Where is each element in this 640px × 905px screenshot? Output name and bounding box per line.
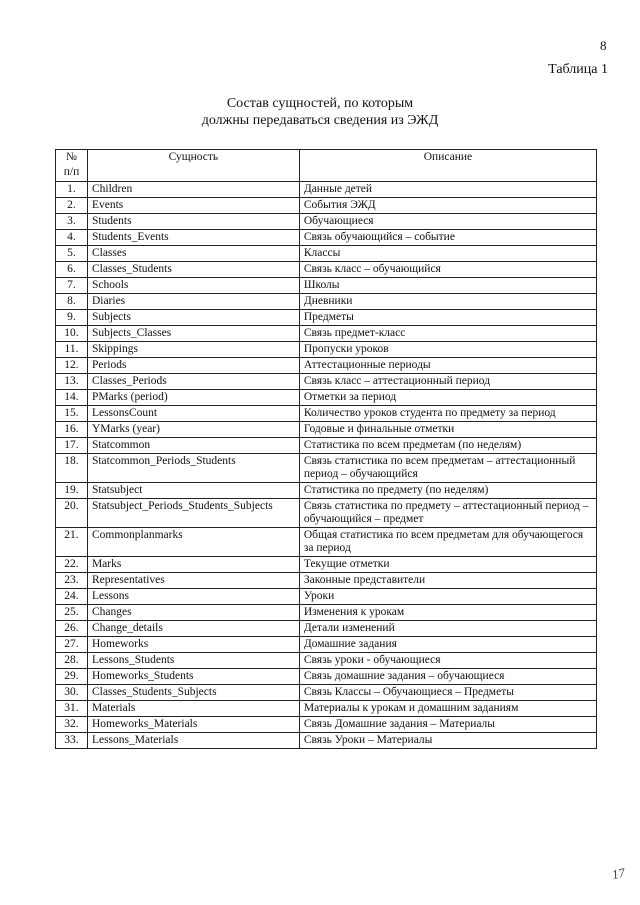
- row-entity: Homeworks_Students: [87, 669, 299, 685]
- row-description: Общая статистика по всем предметам для обучающегося за период: [299, 528, 596, 557]
- table-row: [56, 342, 597, 358]
- table-row: [56, 685, 597, 701]
- row-entity: Change_details: [87, 621, 299, 637]
- row-description: Пропуски уроков: [299, 342, 596, 358]
- row-entity: YMarks (year): [87, 422, 299, 438]
- row-description: Аттестационные периоды: [299, 358, 596, 374]
- table-row: [56, 669, 597, 685]
- row-number: 22.: [56, 557, 88, 573]
- row-entity: Students_Events: [87, 230, 299, 246]
- row-number: 12.: [56, 358, 88, 374]
- row-entity: Lessons_Materials: [87, 733, 299, 749]
- row-number: 26.: [56, 621, 88, 637]
- table-row: [56, 198, 597, 214]
- row-entity: PMarks (period): [87, 390, 299, 406]
- row-number: 18.: [56, 454, 88, 483]
- table-row: [56, 358, 597, 374]
- table-row: [56, 438, 597, 454]
- row-description: Изменения к урокам: [299, 605, 596, 621]
- table-row: [56, 390, 597, 406]
- row-number: 30.: [56, 685, 88, 701]
- row-description: Количество уроков студента по предмету за период: [299, 406, 596, 422]
- row-number: 6.: [56, 262, 88, 278]
- row-entity: Marks: [87, 557, 299, 573]
- row-number: 14.: [56, 390, 88, 406]
- row-description: Связь Уроки – Материалы: [299, 733, 596, 749]
- row-number: 10.: [56, 326, 88, 342]
- row-number: 20.: [56, 499, 88, 528]
- row-number: 8.: [56, 294, 88, 310]
- title-line-1: Состав сущностей, по которым: [226, 96, 414, 111]
- row-entity: Statcommon_Periods_Students: [87, 454, 299, 483]
- row-number: 33.: [56, 733, 88, 749]
- table-row: [56, 528, 597, 557]
- row-description: Связь Домашние задания – Материалы: [299, 717, 596, 733]
- table-row: [56, 246, 597, 262]
- row-entity: LessonsCount: [87, 406, 299, 422]
- row-number: 16.: [56, 422, 88, 438]
- row-number: 15.: [56, 406, 88, 422]
- row-entity: Classes: [87, 246, 299, 262]
- row-entity: Skippings: [87, 342, 299, 358]
- row-entity: Representatives: [87, 573, 299, 589]
- row-entity: Schools: [87, 278, 299, 294]
- table-title: [0, 95, 640, 129]
- row-description: События ЭЖД: [299, 198, 596, 214]
- row-description: Домашние задания: [299, 637, 596, 653]
- row-number: 9.: [56, 310, 88, 326]
- row-entity: Classes_Students_Subjects: [87, 685, 299, 701]
- row-entity: Diaries: [87, 294, 299, 310]
- row-entity: Statsubject_Periods_Students_Subjects: [87, 499, 299, 528]
- table-row: [56, 182, 597, 198]
- table-row: [56, 557, 597, 573]
- row-number: 28.: [56, 653, 88, 669]
- row-description: Законные представители: [299, 573, 596, 589]
- table-row: [56, 499, 597, 528]
- row-description: Детали изменений: [299, 621, 596, 637]
- row-description: Уроки: [299, 589, 596, 605]
- row-description: Классы: [299, 246, 596, 262]
- row-number: 17.: [56, 438, 88, 454]
- table-header-row: [56, 150, 597, 182]
- row-description: Текущие отметки: [299, 557, 596, 573]
- row-description: Связь домашние задания – обучающиеся: [299, 669, 596, 685]
- row-description: Связь статистика по предмету – аттестационный период – обучающийся – предмет: [299, 499, 596, 528]
- table-label: Таблица 1: [548, 62, 608, 77]
- title-line-2: должны передаваться сведения из ЭЖД: [201, 113, 439, 128]
- row-number: 31.: [56, 701, 88, 717]
- row-number: 2.: [56, 198, 88, 214]
- row-entity: Students: [87, 214, 299, 230]
- table-row: [56, 310, 597, 326]
- table-row: [56, 214, 597, 230]
- table-row: [56, 326, 597, 342]
- row-entity: Statcommon: [87, 438, 299, 454]
- row-entity: Subjects_Classes: [87, 326, 299, 342]
- row-description: Дневники: [299, 294, 596, 310]
- row-description: Связь статистика по всем предметам – аттестационный период – обучающийся: [299, 454, 596, 483]
- row-entity: Periods: [87, 358, 299, 374]
- row-entity: Homeworks: [87, 637, 299, 653]
- row-number: 27.: [56, 637, 88, 653]
- row-entity: Subjects: [87, 310, 299, 326]
- table-row: [56, 605, 597, 621]
- row-entity: Changes: [87, 605, 299, 621]
- row-number: 23.: [56, 573, 88, 589]
- row-entity: Commonplanmarks: [87, 528, 299, 557]
- row-entity: Homeworks_Materials: [87, 717, 299, 733]
- row-description: Связь класс – обучающийся: [299, 262, 596, 278]
- table-body: [56, 182, 597, 749]
- table-row: [56, 278, 597, 294]
- row-description: Отметки за период: [299, 390, 596, 406]
- table-row: [56, 653, 597, 669]
- row-description: Связь Классы – Обучающиеся – Предметы: [299, 685, 596, 701]
- row-description: Материалы к урокам и домашним заданиям: [299, 701, 596, 717]
- table-row: [56, 294, 597, 310]
- row-number: 4.: [56, 230, 88, 246]
- row-entity: Classes_Periods: [87, 374, 299, 390]
- row-description: Связь обучающийся – событие: [299, 230, 596, 246]
- row-number: 5.: [56, 246, 88, 262]
- row-number: 11.: [56, 342, 88, 358]
- row-entity: Classes_Students: [87, 262, 299, 278]
- row-entity: Lessons: [87, 589, 299, 605]
- table-row: [56, 422, 597, 438]
- row-description: Обучающиеся: [299, 214, 596, 230]
- row-description: Связь уроки - обучающиеся: [299, 653, 596, 669]
- row-description: Связь класс – аттестационный период: [299, 374, 596, 390]
- table-row: [56, 230, 597, 246]
- row-entity: Statsubject: [87, 483, 299, 499]
- row-number: 29.: [56, 669, 88, 685]
- header-number: № п/п: [56, 150, 88, 182]
- row-entity: Materials: [87, 701, 299, 717]
- row-description: Статистика по всем предметам (по неделям): [299, 438, 596, 454]
- table-row: [56, 589, 597, 605]
- row-description: Предметы: [299, 310, 596, 326]
- table-row: [56, 262, 597, 278]
- row-number: 25.: [56, 605, 88, 621]
- row-number: 3.: [56, 214, 88, 230]
- row-description: Статистика по предмету (по неделям): [299, 483, 596, 499]
- header-entity: Сущность: [87, 150, 299, 182]
- table-row: [56, 406, 597, 422]
- row-description: Связь предмет-класс: [299, 326, 596, 342]
- table-row: [56, 733, 597, 749]
- row-entity: Children: [87, 182, 299, 198]
- page-number: 8: [600, 38, 607, 53]
- table-row: [56, 374, 597, 390]
- row-number: 24.: [56, 589, 88, 605]
- row-entity: Events: [87, 198, 299, 214]
- row-entity: Lessons_Students: [87, 653, 299, 669]
- entities-table: [55, 149, 597, 749]
- row-number: 21.: [56, 528, 88, 557]
- table-row: [56, 717, 597, 733]
- table-row: [56, 701, 597, 717]
- table-row: [56, 637, 597, 653]
- row-description: Школы: [299, 278, 596, 294]
- row-number: 19.: [56, 483, 88, 499]
- table-row: [56, 454, 597, 483]
- row-description: Данные детей: [299, 182, 596, 198]
- table-row: [56, 573, 597, 589]
- row-number: 32.: [56, 717, 88, 733]
- header-description: Описание: [299, 150, 596, 182]
- table-row: [56, 483, 597, 499]
- table-row: [56, 621, 597, 637]
- handwritten-signature: 17: [610, 864, 627, 883]
- row-number: 7.: [56, 278, 88, 294]
- row-description: Годовые и финальные отметки: [299, 422, 596, 438]
- row-number: 1.: [56, 182, 88, 198]
- row-number: 13.: [56, 374, 88, 390]
